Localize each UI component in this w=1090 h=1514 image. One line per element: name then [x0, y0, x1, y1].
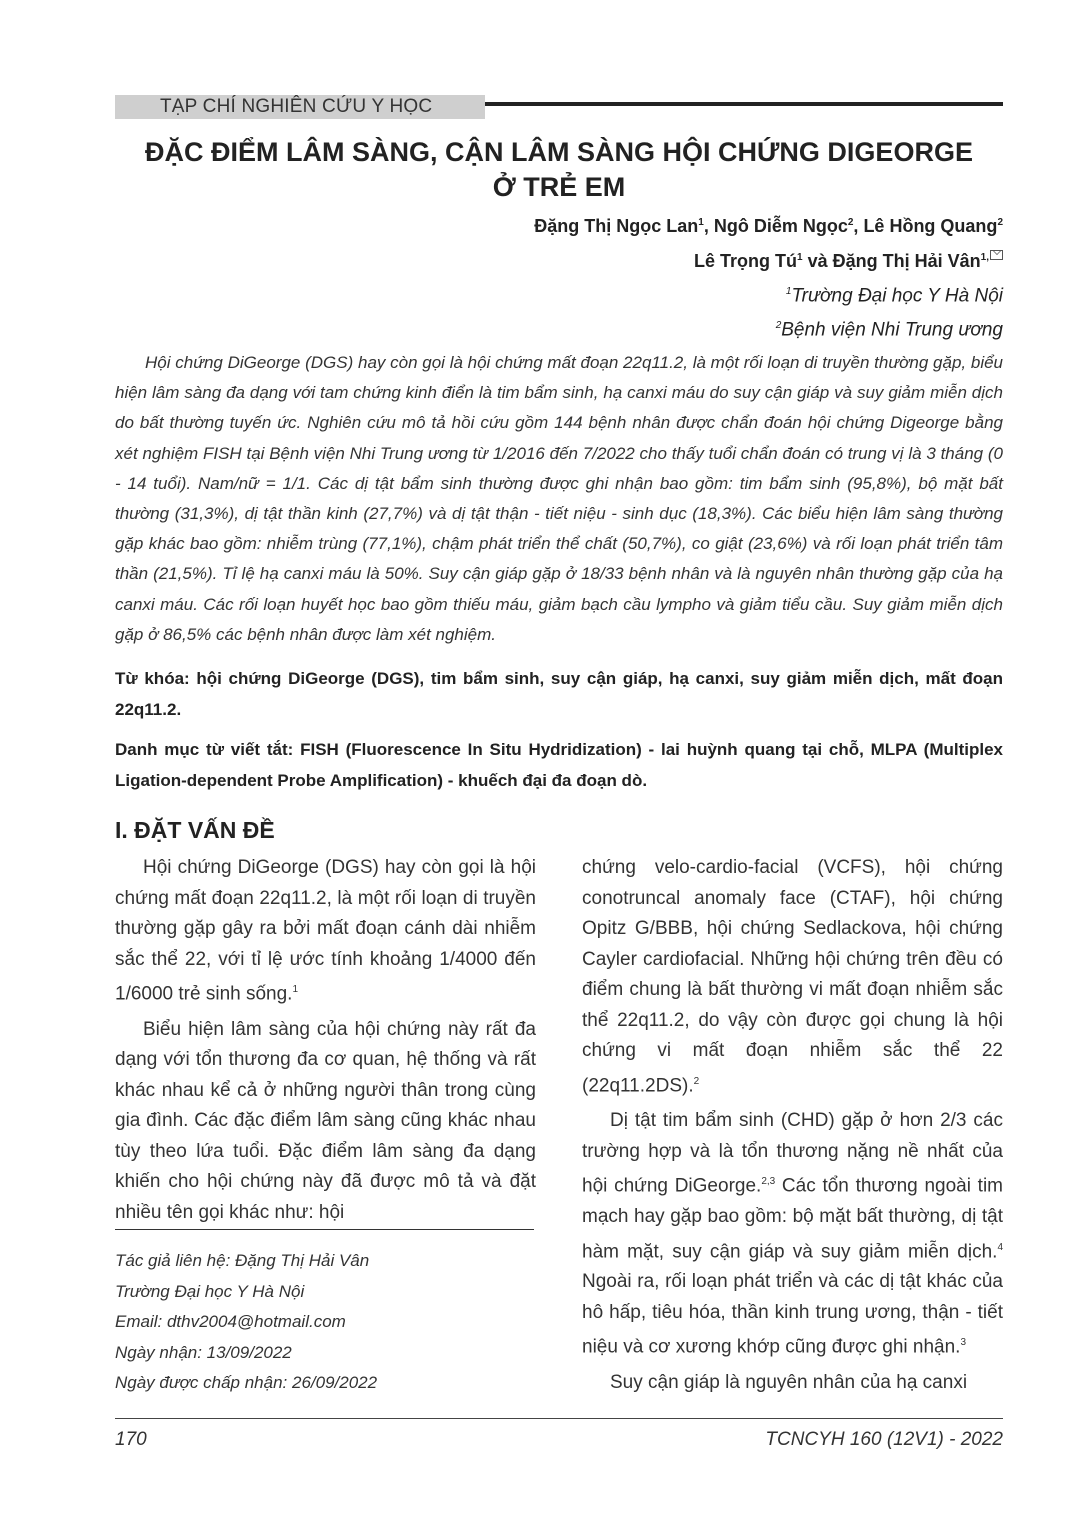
- paragraph-text: Các tổn thương ngoài tim mạch hay gặp bao gồm: bộ mặt bất thường, dị tật hàm mặt, suy cận giáp và suy giảm miễn dịch.: [582, 1175, 1003, 1262]
- author-affil-sup: 1,: [980, 252, 989, 263]
- author-affil-sup: 1: [698, 217, 704, 228]
- abbreviations: Danh mục từ viết tắt: FISH (Fluorescence In Situ Hydridization) - lai huỳnh quang tại chỗ, MLPA (Multiplex Ligation-dependent Probe Amplification) - khuếch đại đa đoạn dò.: [115, 740, 1003, 790]
- affiliation-2: [534, 311, 1003, 345]
- citation-ref: 2,3: [761, 1176, 776, 1188]
- section-heading: I. ĐẶT VẤN ĐỀ: [115, 817, 275, 843]
- keywords: Từ khóa: hội chứng DiGeorge (DGS), tim bẩm sinh, suy cận giáp, hạ canxi, suy giảm miễn dịch, mất đoạn 22q11.2.: [115, 669, 1003, 719]
- footnote-accepted: Ngày được chấp nhận: 26/09/2022: [115, 1373, 378, 1392]
- footnote-rule: [115, 1229, 534, 1230]
- footnote-institution: Trường Đại học Y Hà Nội: [115, 1281, 305, 1301]
- journal-name: TẠP CHÍ NGHIÊN CỨU Y HỌC: [115, 95, 485, 119]
- affiliation-sup: 1: [785, 286, 792, 297]
- paragraph: [115, 853, 536, 1010]
- footnote-contact: Tác giả liên hệ: Đặng Thị Hải Vân: [115, 1251, 370, 1270]
- author-name: Đặng Thị Ngọc Lan: [534, 216, 699, 236]
- author-name: Đặng Thị Hải Vân: [832, 251, 981, 271]
- author-name: Ngô Diễm Ngọc: [713, 216, 848, 236]
- paragraph-text: Ngoài ra, rối loạn phát triển và các dị tật khác của hô hấp, tiêu hóa, thần kinh trung ương, thận - tiết niệu và cơ xương khớp cũng được ghi nhận.: [582, 1271, 1003, 1358]
- author-affil-sup: 1: [797, 252, 803, 263]
- paragraph-text: Hội chứng DiGeorge (DGS) hay còn gọi là hội chứng mất đoạn 22q11.2, là một rối loạn di truyền thường gặp gây ra bởi mất đoạn cánh dài nhiễm sắc thể 22, với tỉ lệ ước tính khoảng 1/4000 đến 1/6000 trẻ sinh sống.: [115, 857, 536, 1005]
- correspondence-footnote: [115, 1246, 534, 1399]
- issue-label: TCNCYH 160 (12V1) - 2022: [765, 1429, 1003, 1450]
- right-column: [582, 853, 1003, 1404]
- paragraph-text: chứng velo-cardio-facial (VCFS), hội chứng conotruncal anomaly face (CTAF), hội chứng Opitz G/BBB, hội chứng Sedlackova, hội chứng Cayler cardiofacial. Những hội chứng trên đều có điểm chung là bất thường vi mất đoạn nhiễm sắc thể 22q11.2, do vậy còn được gọi chung là hội chứng vi mất đoạn nhiễm sắc thể 22 (22q11.2DS).: [582, 857, 1003, 1096]
- citation-ref: 3: [960, 1337, 966, 1349]
- paragraph: Suy cận giáp là nguyên nhân của hạ canxi: [610, 1372, 968, 1394]
- author-affil-sup: 2: [847, 217, 854, 228]
- title-line-2: Ở TRẺ EM: [492, 172, 626, 202]
- paragraph: [582, 1106, 1003, 1363]
- author-line-2: [534, 242, 1003, 277]
- author-conjunction: và: [807, 251, 828, 271]
- affiliation-1: [534, 277, 1003, 311]
- affiliation-sup: 2: [775, 320, 782, 332]
- article-title: [115, 135, 1003, 205]
- affiliation-name: Trường Đại học Y Hà Nội: [791, 285, 1003, 307]
- header-rule: [485, 102, 1003, 106]
- author-affil-sup: 2: [997, 217, 1003, 228]
- citation-ref: 1: [292, 984, 299, 995]
- author-name: Lê Trọng Tú: [694, 251, 797, 271]
- author-name: Lê Hồng Quang: [863, 216, 998, 236]
- envelope-icon: [990, 250, 1003, 260]
- title-line-1: ĐẶC ĐIỂM LÂM SÀNG, CẬN LÂM SÀNG HỘI CHỨNG DIGEORGE: [145, 137, 973, 167]
- footnote-received: Ngày nhận: 13/09/2022: [115, 1342, 292, 1362]
- footer-rule: [115, 1418, 1003, 1419]
- left-column: [115, 853, 536, 1233]
- abstract: Hội chứng DiGeorge (DGS) hay còn gọi là hội chứng mất đoạn 22q11.2, là một rối loạn di truyền thường gặp, biểu hiện lâm sàng đa dạng với tam chứng kinh điển là tim bẩm sinh, hạ canxi máu do suy cận giáp và suy giảm miễn dịch do bất thường tuyến ức. Nghiên cứu mô tả hồi cứu gồm 144 bệnh nhân được chẩn đoán hội chứng Digeorge bằng xét nghiệm FISH tại Bệnh viện Nhi Trung ương từ 1/2016 đến 7/2022 cho thấy tuổi chẩn đoán có trung vị là 3 tháng (0 - 14 tuổi). Nam/nữ = 1/1. Các dị tật bẩm sinh thường được ghi nhận bao gồm: tim bẩm sinh (95,8%), bộ mặt bất thường (31,3%), dị tật thần kinh (27,7%) và dị tật thận - tiết niệu - sinh dục (18,3%). Các biểu hiện lâm sàng thường gặp khác bao gồm: nhiễm trùng (77,1%), chậm phát triển thể chất (50,7%), co giật (23,6%) và rối loạn phát triển tâm thần (21,5%). Tỉ lệ hạ canxi máu là 50%. Suy cận giáp gặp ở 18/33 bệnh nhân và là nguyên nhân thường gặp của hạ canxi máu. Các rối loạn huyết học bao gồm thiếu máu, giảm bạch cầu lympho và giảm tiểu cầu. Suy giảm miễn dịch gặp ở 86,5% các bệnh nhân được làm xét nghiệm.: [115, 353, 1003, 644]
- paragraph: Biểu hiện lâm sàng của hội chứng này rất đa dạng với tổn thương đa cơ quan, hệ thống và rất khác nhau kể cả ở những người thân trong cùng gia đình. Các đặc điểm lâm sàng cũng khác nhau tùy theo lứa tuổi. Đặc điểm lâm sàng đa dạng khiến cho hội chứng này đã được mô tả và đặt nhiều tên gọi khác như: hội: [115, 1018, 536, 1223]
- paragraph: [582, 853, 1003, 1101]
- affiliation-name: Bệnh viện Nhi Trung ương: [781, 319, 1003, 341]
- author-block: [534, 207, 1003, 346]
- paragraph-text: Dị tật tim bẩm sinh (CHD) gặp ở hơn 2/3 các trường hợp và là tổn thương nặng nề nhất của hội chứng DiGeorge.: [582, 1110, 1003, 1197]
- citation-ref: 2: [693, 1075, 700, 1087]
- footnote-email: Email: dthv2004@hotmail.com: [115, 1312, 346, 1331]
- author-line-1: Đặng Thị Ngọc Lan$^1$, Ngô Diễm Ngọc$^2$, Lê Hồng Quang$^2$: [534, 216, 1003, 236]
- citation-ref: 4: [997, 1241, 1003, 1253]
- page-number: 170: [115, 1429, 147, 1450]
